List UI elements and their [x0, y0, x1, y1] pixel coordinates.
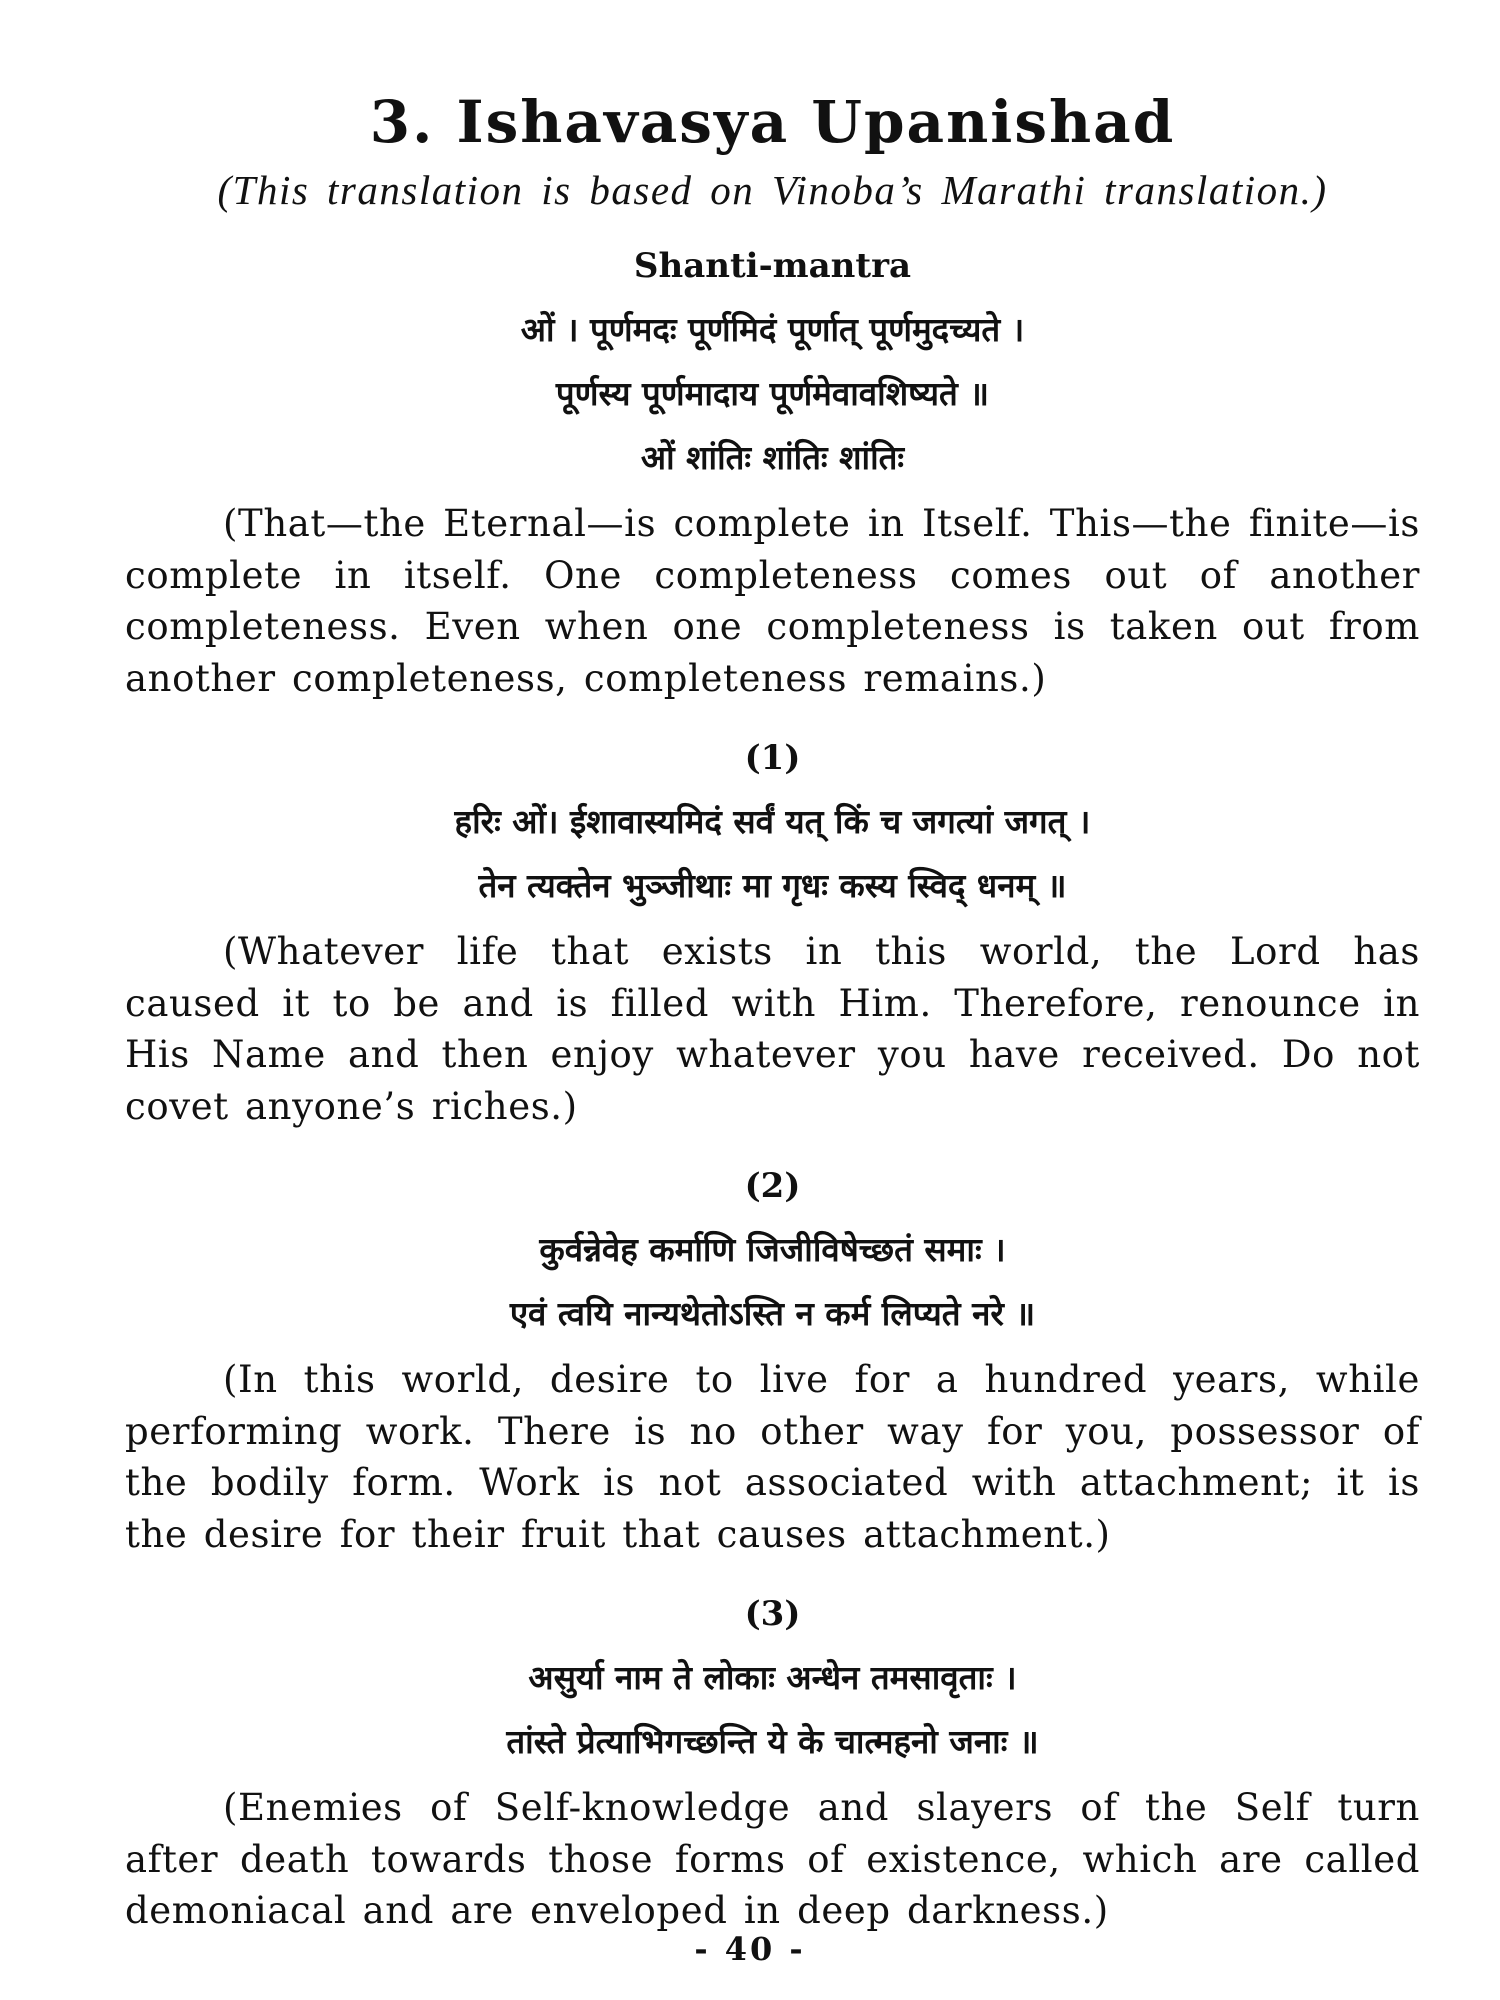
sanskrit-verse [125, 1218, 1420, 1346]
page-content [125, 82, 1420, 1937]
sanskrit-verse [125, 1646, 1420, 1774]
verse-1-section [125, 730, 1420, 1132]
verse-number: (3) [744, 1594, 801, 1634]
verse-number: (2) [744, 1166, 801, 1206]
sanskrit-verse [125, 790, 1420, 918]
page-title: 3. Ishavasya Upanishad [369, 88, 1176, 156]
page-subtitle: (This translation is based on Vinoba’s Marathi translation.) [217, 167, 1328, 213]
shanti-mantra-translation: (That—the Eternal—is complete in Itself. This—the finite—is complete in itself. One completeness comes out of another completeness. Even when one completeness is taken out from another completeness, completeness remains.) [125, 502, 1420, 700]
verse-translation: (Enemies of Self-knowledge and slayers of the Self turn after death towards those forms of existence, which are called demoniacal and are enveloped in deep darkness.) [125, 1786, 1420, 1932]
verse-3-section [125, 1586, 1420, 1937]
shanti-mantra-verse [125, 298, 1420, 490]
verse-line: तेन त्यक्तेन भुञ्जीथाः मा गृधः कस्य स्विद् धनम् ॥ [478, 866, 1067, 905]
verse-line: ओं शांतिः शांतिः शांतिः [640, 438, 905, 477]
verse-line: तांस्ते प्रेत्याभिगच्छन्ति ये के चात्महनो जनाः ॥ [506, 1722, 1039, 1761]
verse-2-section [125, 1158, 1420, 1560]
verse-line: असुर्या नाम ते लोकाः अन्धेन तमसावृताः । [528, 1658, 1017, 1697]
verse-number: (1) [744, 738, 801, 778]
verse-line: ओं । पूर्णमदः पूर्णमिदं पूर्णात् पूर्णमुदच्यते । [520, 310, 1025, 349]
shanti-mantra-section [125, 238, 1420, 704]
verse-line: कुर्वन्नेवेह कर्माणि जिजीविषेच्छतं समाः । [539, 1230, 1006, 1269]
verse-translation: (Whatever life that exists in this world, the Lord has caused it to be and is filled with Him. Therefore, renounce in His Name and then enjoy whatever you have received. Do not covet anyone’s riches.) [125, 930, 1420, 1128]
shanti-mantra-heading: Shanti-mantra [633, 246, 912, 286]
verse-line: हरिः ओं। ईशावास्यमिदं सर्वं यत् किं च जगत्यां जगत् । [454, 802, 1091, 841]
page-number: - 40 - [694, 1930, 806, 1968]
verse-line: पूर्णस्य पूर्णमादाय पूर्णमेवावशिष्यते ॥ [555, 374, 990, 413]
verse-line: एवं त्वयि नान्यथेतोऽस्ति न कर्म लिप्यते नरे ॥ [509, 1294, 1036, 1333]
verse-translation: (In this world, desire to live for a hundred years, while performing work. There is no other way for you, possessor of the bodily form. Work is not associated with attachment; it is the desire for their fruit that causes attachment.) [125, 1358, 1420, 1556]
